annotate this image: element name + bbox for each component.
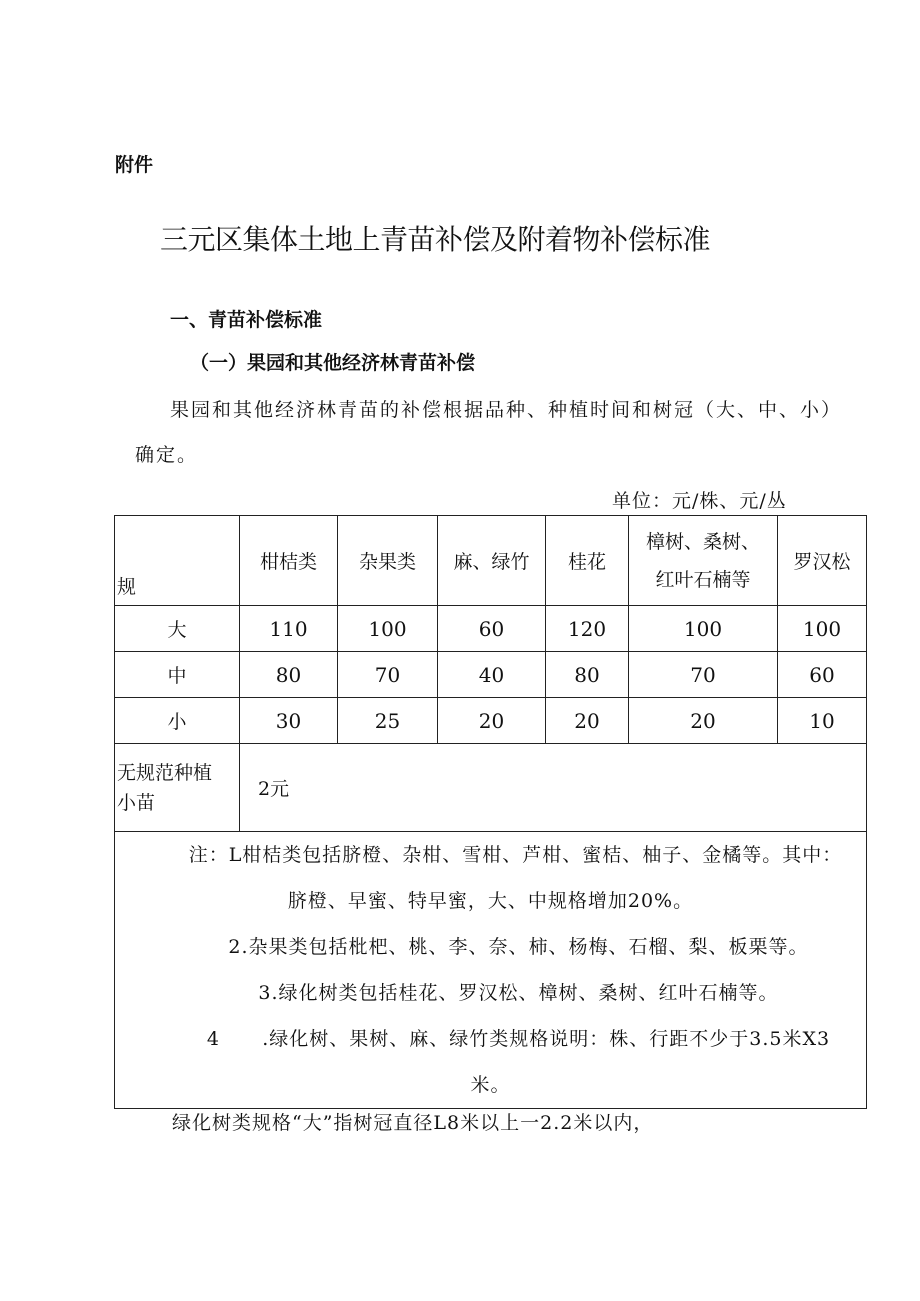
corner-label: 规 [117, 576, 137, 598]
value-cell: 20 [629, 698, 778, 744]
value-cell: 40 [438, 652, 546, 698]
column-header: 桂花 [546, 516, 629, 606]
value-cell: 80 [240, 652, 338, 698]
value-cell: 10 [778, 698, 867, 744]
value-cell: 100 [778, 606, 867, 652]
section-heading: 一、青苗补偿标准 [170, 309, 323, 331]
value-cell: 100 [338, 606, 438, 652]
nonstandard-value: 2元 [240, 744, 867, 832]
note-line: 脐橙、早蜜、特早蜜，大、中规格增加20%。 [287, 890, 694, 912]
value-cell: 60 [778, 652, 867, 698]
note-line: 3.绿化树类包括桂花、罗汉松、樟树、桑树、红叶石楠等。 [258, 982, 779, 1004]
value-cell: 20 [438, 698, 546, 744]
value-cell: 25 [338, 698, 438, 744]
subsection-heading: （一）果园和其他经济林青苗补偿 [190, 352, 476, 374]
compensation-table [114, 515, 867, 1109]
nonstandard-label-line1: 无规范种植 [117, 761, 213, 784]
footer-paragraph: 绿化树类规格“大”指树冠直径L8米以上一2.2米以内， [172, 1112, 654, 1134]
column-header: 柑桔类 [240, 516, 338, 606]
intro-paragraph-line2: 确定。 [135, 444, 199, 466]
note-line: 4 .绿化树、果树、麻、绿竹类规格说明：株、行距不少于3.5米X3 [206, 1028, 831, 1050]
corner-cell [115, 516, 240, 606]
value-cell: 20 [546, 698, 629, 744]
value-cell: 120 [546, 606, 629, 652]
value-cell: 100 [629, 606, 778, 652]
spec-cell: 小 [115, 698, 240, 744]
attachment-label: 附件 [115, 154, 154, 176]
document-title: 三元区集体土地上青苗补偿及附着物补偿标准 [160, 223, 711, 256]
unit-label: 单位：元/株、元/丛 [612, 490, 787, 512]
value-cell: 30 [240, 698, 338, 744]
column-header: 杂果类 [338, 516, 438, 606]
value-cell: 70 [338, 652, 438, 698]
table-row [115, 606, 867, 652]
table-row [115, 652, 867, 698]
value-cell: 80 [546, 652, 629, 698]
notes-cell [115, 832, 867, 1109]
table-header-row [115, 516, 867, 606]
spec-cell: 大 [115, 606, 240, 652]
column-header: 罗汉松 [778, 516, 867, 606]
value-cell: 70 [629, 652, 778, 698]
column-header-line1: 樟树、桑树、 [645, 530, 760, 553]
note-line: 2.杂果类包括枇杷、桃、李、奈、柿、杨梅、石榴、梨、板栗等。 [228, 936, 809, 958]
column-header-line2: 红叶石楠等 [655, 568, 751, 591]
note-line: 注：L柑桔类包括脐橙、杂柑、雪柑、芦柑、蜜桔、柚子、金橘等。其中： [188, 844, 843, 866]
column-header [629, 516, 778, 606]
column-header: 麻、绿竹 [438, 516, 546, 606]
table-row-nonstandard [115, 744, 867, 832]
intro-paragraph-line1: 果园和其他经济林青苗的补偿根据品种、种植时间和树冠（大、中、小） [170, 399, 843, 421]
nonstandard-label-line2: 小苗 [117, 791, 156, 814]
nonstandard-label-cell [115, 744, 240, 832]
notes-row [115, 832, 867, 1109]
value-cell: 60 [438, 606, 546, 652]
note-line: 米。 [470, 1074, 511, 1096]
table-row [115, 698, 867, 744]
value-cell: 110 [240, 606, 338, 652]
spec-cell: 中 [115, 652, 240, 698]
